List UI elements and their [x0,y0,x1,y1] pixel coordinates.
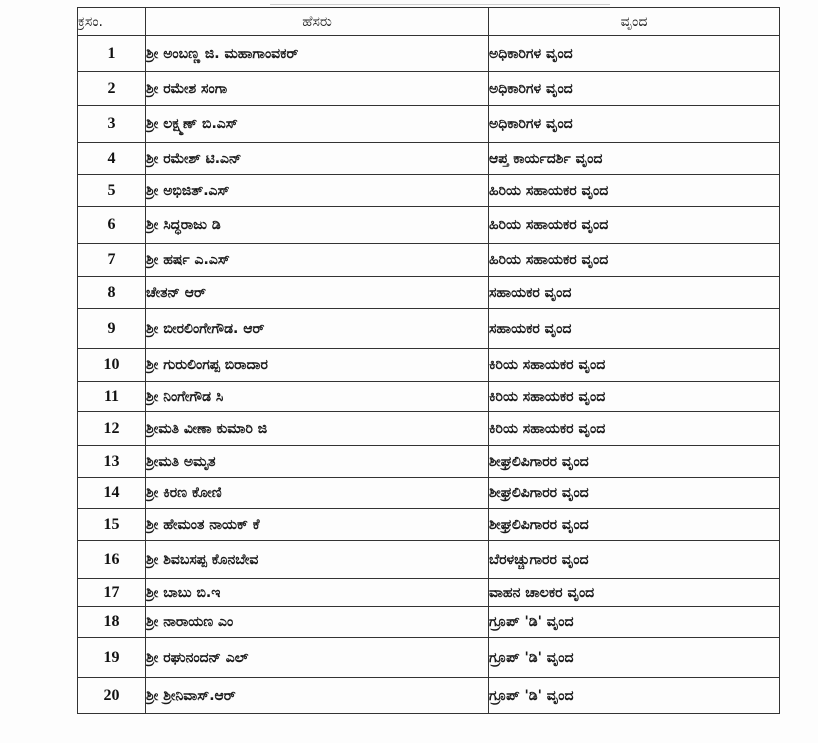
serial-number-cell: 17 [78,579,146,607]
serial-number-cell: 2 [78,72,146,106]
name-cell: ಶ್ರೀ ಸಿದ್ಧರಾಜು ಡಿ [146,207,489,244]
table-row [78,309,780,349]
group-cell: ಕಿರಿಯ ಸಹಾಯಕರ ವೃಂದ [489,349,780,382]
group-cell: ಅಧಿಕಾರಿಗಳ ವೃಂದ [489,106,780,143]
group-cell: ಹಿರಿಯ ಸಹಾಯಕರ ವೃಂದ [489,244,780,277]
group-cell: ಅಧಿಕಾರಿಗಳ ವೃಂದ [489,72,780,106]
name-cell: ಶ್ರೀ ನಾರಾಯಣ ಎಂ [146,607,489,638]
serial-number-cell: 18 [78,607,146,638]
table-row [78,446,780,478]
group-cell: ಗ್ರೂಪ್ 'ಡಿ' ವೃಂದ [489,678,780,714]
table-row [78,349,780,382]
group-cell: ಬೆರಳಚ್ಚುಗಾರರ ವೃಂದ [489,541,780,579]
name-cell: ಚೇತನ್ ಆರ್ [146,277,489,309]
name-cell: ಶ್ರೀ ಅಭಿಜಿತ್.ಎಸ್ [146,175,489,207]
header-serial-number: ಕ್ರಸಂ. [78,8,146,36]
table-row [78,207,780,244]
group-cell: ಆಪ್ತ ಕಾರ್ಯದರ್ಶಿ ವೃಂದ [489,143,780,175]
table-row [78,478,780,509]
group-cell: ಕಿರಿಯ ಸಹಾಯಕರ ವೃಂದ [489,382,780,412]
name-cell: ಶ್ರೀ ಶಿವಬಸಪ್ಪ ಕೊನಬೇವ [146,541,489,579]
name-cell: ಶ್ರೀ ನಿಂಗೇಗೌಡ ಸಿ [146,382,489,412]
group-cell: ಅಧಿಕಾರಿಗಳ ವೃಂದ [489,36,780,72]
serial-number-cell: 3 [78,106,146,143]
serial-number-cell: 1 [78,36,146,72]
group-cell: ಸಹಾಯಕರ ವೃಂದ [489,309,780,349]
serial-number-cell: 9 [78,309,146,349]
name-cell: ಶ್ರೀಮತಿ ವೀಣಾ ಕುಮಾರಿ ಜಿ [146,412,489,446]
table-row [78,106,780,143]
group-cell: ಶೀಘ್ರಲಿಪಿಗಾರರ ವೃಂದ [489,509,780,541]
name-cell: ಶ್ರೀ ಹೇಮಂತ ನಾಯಕ್ ಕೆ [146,509,489,541]
serial-number-cell: 10 [78,349,146,382]
group-cell: ಶೀಘ್ರಲಿಪಿಗಾರರ ವೃಂದ [489,446,780,478]
serial-number-cell: 8 [78,277,146,309]
header-group: ವೃಂದ [489,8,780,36]
group-cell: ಕಿರಿಯ ಸಹಾಯಕರ ವೃಂದ [489,412,780,446]
group-cell: ವಾಹನ ಚಾಲಕರ ವೃಂದ [489,579,780,607]
table-header-row [78,8,780,36]
group-cell: ಹಿರಿಯ ಸಹಾಯಕರ ವೃಂದ [489,207,780,244]
name-cell: ಶ್ರೀ ಅಂಬಣ್ಣ ಜಿ. ಮಹಾಗಾಂವಕರ್ [146,36,489,72]
serial-number-cell: 15 [78,509,146,541]
table-row [78,72,780,106]
table-row [78,143,780,175]
name-cell: ಶ್ರೀ ಗುರುಲಿಂಗಪ್ಪ ಬಿರಾದಾರ [146,349,489,382]
group-cell: ಸಹಾಯಕರ ವೃಂದ [489,277,780,309]
name-cell: ಶ್ರೀ ರಮೇಶ ಸಂಗಾ [146,72,489,106]
name-cell: ಶ್ರೀ ಹರ್ಷ ಎ.ಎಸ್ [146,244,489,277]
serial-number-cell: 19 [78,638,146,678]
group-cell: ಹಿರಿಯ ಸಹಾಯಕರ ವೃಂದ [489,175,780,207]
header-name: ಹೆಸರು [146,8,489,36]
serial-number-cell: 16 [78,541,146,579]
name-cell: ಶ್ರೀಮತಿ ಅಮೃತ [146,446,489,478]
table-body [78,36,780,714]
name-cell: ಶ್ರೀ ರಮೇಶ್ ಟಿ.ಎನ್ [146,143,489,175]
name-cell: ಶ್ರೀ ಶ್ರೀನಿವಾಸ್.ಆರ್ [146,678,489,714]
table-row [78,412,780,446]
group-cell: ಗ್ರೂಪ್ 'ಡಿ' ವೃಂದ [489,607,780,638]
table-row [78,382,780,412]
group-cell: ಶೀಘ್ರಲಿಪಿಗಾರರ ವೃಂದ [489,478,780,509]
table-row [78,175,780,207]
cropped-heading-line [270,0,610,5]
name-cell: ಶ್ರೀ ಬಾಬು ಬಿ.ಇ [146,579,489,607]
table-row [78,607,780,638]
serial-number-cell: 5 [78,175,146,207]
name-cell: ಶ್ರೀ ಲಕ್ಷ್ಮಣ್ ಬಿ.ಎಸ್ [146,106,489,143]
serial-number-cell: 11 [78,382,146,412]
table-row [78,678,780,714]
serial-number-cell: 13 [78,446,146,478]
name-cell: ಶ್ರೀ ರಘುನಂದನ್ ಎಲ್ [146,638,489,678]
table-row [78,638,780,678]
table-row [78,509,780,541]
staff-table [77,7,780,714]
name-cell: ಶ್ರೀ ಕಿರಣ ಕೋಣಿ [146,478,489,509]
table-row [78,244,780,277]
name-cell: ಶ್ರೀ ಬೀರಲಿಂಗೇಗೌಡ. ಆರ್ [146,309,489,349]
table-row [78,579,780,607]
group-cell: ಗ್ರೂಪ್ 'ಡಿ' ವೃಂದ [489,638,780,678]
serial-number-cell: 6 [78,207,146,244]
table-row [78,277,780,309]
serial-number-cell: 7 [78,244,146,277]
table-row [78,541,780,579]
serial-number-cell: 12 [78,412,146,446]
serial-number-cell: 14 [78,478,146,509]
serial-number-cell: 4 [78,143,146,175]
table-row [78,36,780,72]
serial-number-cell: 20 [78,678,146,714]
